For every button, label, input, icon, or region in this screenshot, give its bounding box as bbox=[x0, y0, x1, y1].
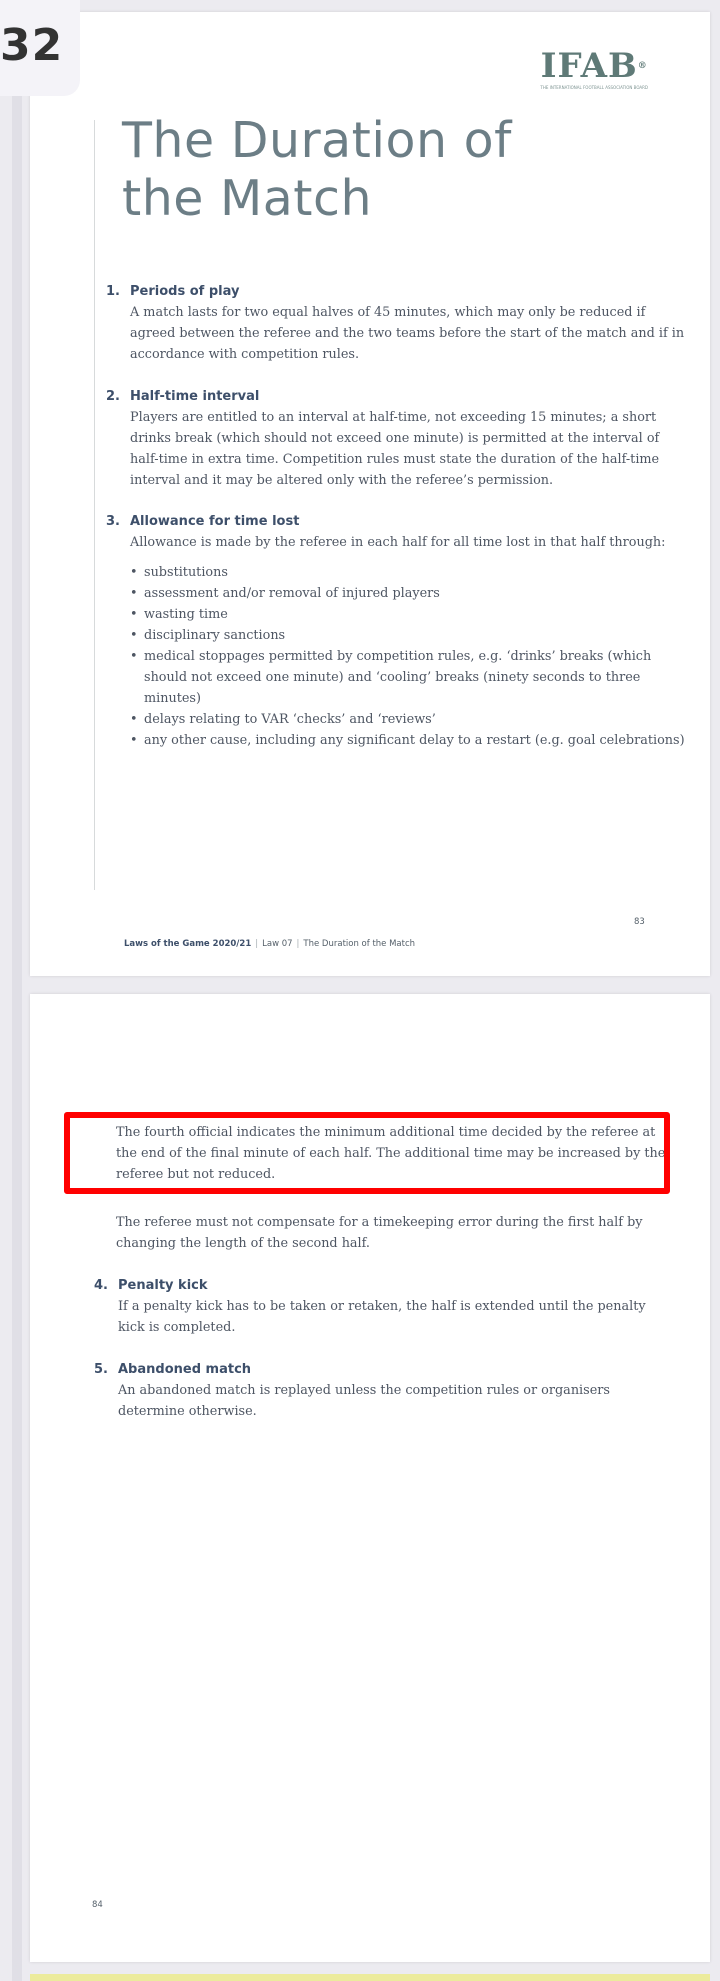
footer-separator: | bbox=[296, 939, 300, 949]
section-title: Penalty kick bbox=[118, 1278, 208, 1293]
viewer-left-edge bbox=[12, 0, 22, 1981]
section-body: A match lasts for two equal halves of 45 minutes, which may only be reduced if agreed between the referee and the two teams before the start of the match and if in accordance with competition rules. bbox=[130, 305, 685, 362]
section-number: 1. bbox=[106, 284, 120, 299]
section-body: Players are entitled to an interval at half-time, not exceeding 15 minutes; a short drinks break (which should not exceed one minute) is permitted at the interval of half-time in extra time. Competition rules must state the duration of the half-time interval and it may be altered only with the referee’s permission. bbox=[130, 410, 660, 488]
section-allowance-for-time-lost bbox=[106, 512, 686, 751]
section-heading bbox=[106, 387, 686, 407]
section-heading bbox=[106, 512, 686, 532]
section-title: Periods of play bbox=[130, 284, 240, 299]
section-number: 3. bbox=[106, 514, 120, 529]
section-title: Allowance for time lost bbox=[130, 514, 300, 529]
ifab-logo bbox=[540, 48, 648, 90]
section-abandoned-match bbox=[94, 1360, 674, 1422]
registered-mark: ® bbox=[637, 61, 648, 71]
page-title bbox=[122, 112, 512, 228]
section-heading bbox=[94, 1276, 674, 1296]
timekeeping-paragraph: The referee must not compensate for a timekeeping error during the first half by changing the length of the second half. bbox=[116, 1215, 643, 1251]
section-number: 5. bbox=[94, 1362, 108, 1377]
ifab-logo-tagline: THE INTERNATIONAL FOOTBALL ASSOCIATION BOARD bbox=[540, 85, 648, 90]
list-item: • wasting time bbox=[130, 604, 686, 625]
list-item: • substitutions bbox=[130, 562, 686, 583]
page-title-line-1: The Duration of bbox=[122, 112, 512, 169]
bullet-list bbox=[130, 562, 686, 751]
document-page-84 bbox=[30, 994, 710, 1962]
list-item: • delays relating to VAR ‘checks’ and ‘reviews’ bbox=[130, 709, 686, 730]
section-penalty-kick bbox=[94, 1276, 674, 1338]
next-page-edge bbox=[30, 1974, 710, 1981]
page-index-badge: 32 bbox=[0, 0, 80, 96]
list-item: • medical stoppages permitted by competition rules, e.g. ‘drinks’ breaks (which should not exceed one minute) and ‘cooling’ breaks (ninety seconds to three minutes) bbox=[130, 646, 686, 709]
footer-law: Law 07 bbox=[262, 939, 293, 949]
section-heading bbox=[94, 1360, 674, 1380]
footer-book-title: Laws of the Game 2020/21 bbox=[124, 939, 252, 949]
section-number: 4. bbox=[94, 1278, 108, 1293]
page-title-line-2: the Match bbox=[122, 170, 373, 227]
red-highlight-box bbox=[64, 1112, 670, 1194]
section-heading bbox=[106, 282, 686, 302]
section-title: Half-time interval bbox=[130, 389, 260, 404]
highlighted-paragraph: The fourth official indicates the minimum additional time decided by the referee at the end of the final minute of each half. The additional time may be increased by the referee but not reduced. bbox=[116, 1125, 666, 1182]
ifab-logo-mark: IFAB bbox=[540, 46, 638, 86]
document-page-83 bbox=[30, 12, 710, 976]
list-item: • any other cause, including any significant delay to a restart (e.g. goal celebrations) bbox=[130, 730, 686, 751]
title-vertical-rule bbox=[94, 120, 95, 890]
page-number: 83 bbox=[634, 917, 645, 927]
section-number: 2. bbox=[106, 389, 120, 404]
list-item: • assessment and/or removal of injured players bbox=[130, 583, 686, 604]
section-body: Allowance is made by the referee in each half for all time lost in that half through: bbox=[130, 535, 666, 550]
page-footer bbox=[124, 939, 415, 949]
section-body: An abandoned match is replayed unless the competition rules or organisers determine otherwise. bbox=[118, 1383, 610, 1419]
section-title: Abandoned match bbox=[118, 1362, 252, 1377]
list-item: • disciplinary sanctions bbox=[130, 625, 686, 646]
section-body: If a penalty kick has to be taken or retaken, the half is extended until the penalty kick is completed. bbox=[118, 1299, 646, 1335]
section-half-time-interval bbox=[106, 387, 686, 491]
section-periods-of-play bbox=[106, 282, 686, 365]
page-number: 84 bbox=[92, 1900, 103, 1910]
footer-separator: | bbox=[255, 939, 259, 949]
footer-chapter: The Duration of the Match bbox=[303, 939, 416, 949]
